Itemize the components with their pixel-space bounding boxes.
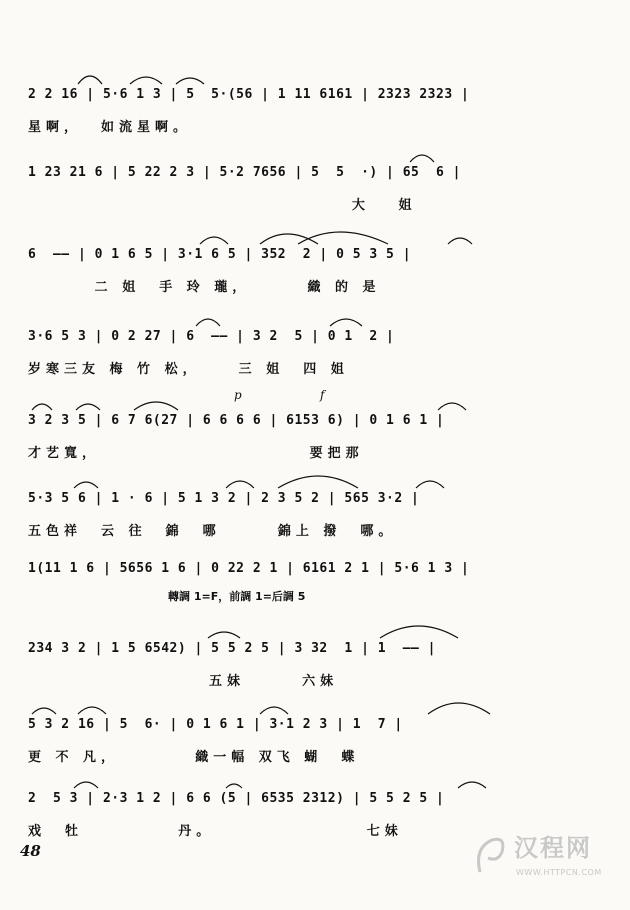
lyric-line: 五色祥 云 往 錦 哪 錦上 撥 哪。: [28, 524, 397, 539]
notation-line: 1(11 1 6 | 5656 1 6 | 0 22 2 1 | 6161 2 1 | 5·6 1 3 |: [28, 561, 470, 576]
notation-line: 3 2 3 5 | 6 7 6(27 | 6 6 6 6 | 6153 6) | 0 1 6 1 |: [28, 413, 445, 428]
music-system-10: [28, 786, 508, 866]
lyric-line: 岁寒三友 梅 竹 松， 三 姐 四 姐: [28, 362, 349, 377]
dynamic-piano: p: [234, 388, 242, 402]
watermark: [472, 828, 622, 888]
lyric-line: 星啊， 如流星啊。: [28, 120, 192, 135]
lyric-line: 更 不 凡， 織一幅 双飞 蝴 蝶: [28, 750, 360, 765]
lyric-line: 五妹 六妹: [28, 674, 339, 689]
lyric-line: 大 姐: [28, 198, 417, 213]
lyric-line: 才艺寬， 要把那: [28, 446, 364, 461]
watermark-url: WWW.HTTPCN.COM: [516, 868, 602, 877]
dynamic-forte: f: [320, 388, 325, 402]
notation-line: 6 —— | 0 1 6 5 | 3·1 6 5 | 352 2 | 0 5 3 5 |: [28, 247, 412, 262]
key-change-note: 轉調 1=F，前調 1=后調 5: [168, 590, 306, 603]
music-system-6: [28, 486, 508, 566]
notation-line: 3·6 5 3 | 0 2 27 | 6 —— | 3 2 5 | 0 1 2 |: [28, 329, 395, 344]
notation-line: 1 23 21 6 | 5 22 2 3 | 5·2 7656 | 5 5 ·) | 65 6 |: [28, 165, 461, 180]
watermark-text: 汉程网: [514, 833, 592, 862]
notation-line: 2 2 16 | 5·6 1 3 | 5 5·(56 | 1 11 6161 | 2323 2323 |: [28, 87, 470, 102]
notation-line: 5 3 2 16 | 5 6· | 0 1 6 1 | 3·1 2 3 | 1 7 |: [28, 717, 403, 732]
lyric-line: 二 姐 手 玲 瓏， 織 的 是: [28, 280, 381, 295]
watermark-swirl-icon: [472, 828, 512, 878]
lyric-line: 戏 牡 丹。 七妹: [28, 824, 403, 839]
notation-line: 5·3 5 6 | 1 · 6 | 5 1 3 2 | 2 3 5 2 | 565 3·2 |: [28, 491, 420, 506]
notation-line: 2 5 3 | 2·3 1 2 | 6 6 (5 | 6535 2312) | 5 5 2 5 |: [28, 791, 445, 806]
notation-line: 234 3 2 | 1 5 6542) | 5 5 2 5 | 3 32 1 | 1 —— |: [28, 641, 437, 656]
page-number: 48: [20, 842, 41, 860]
